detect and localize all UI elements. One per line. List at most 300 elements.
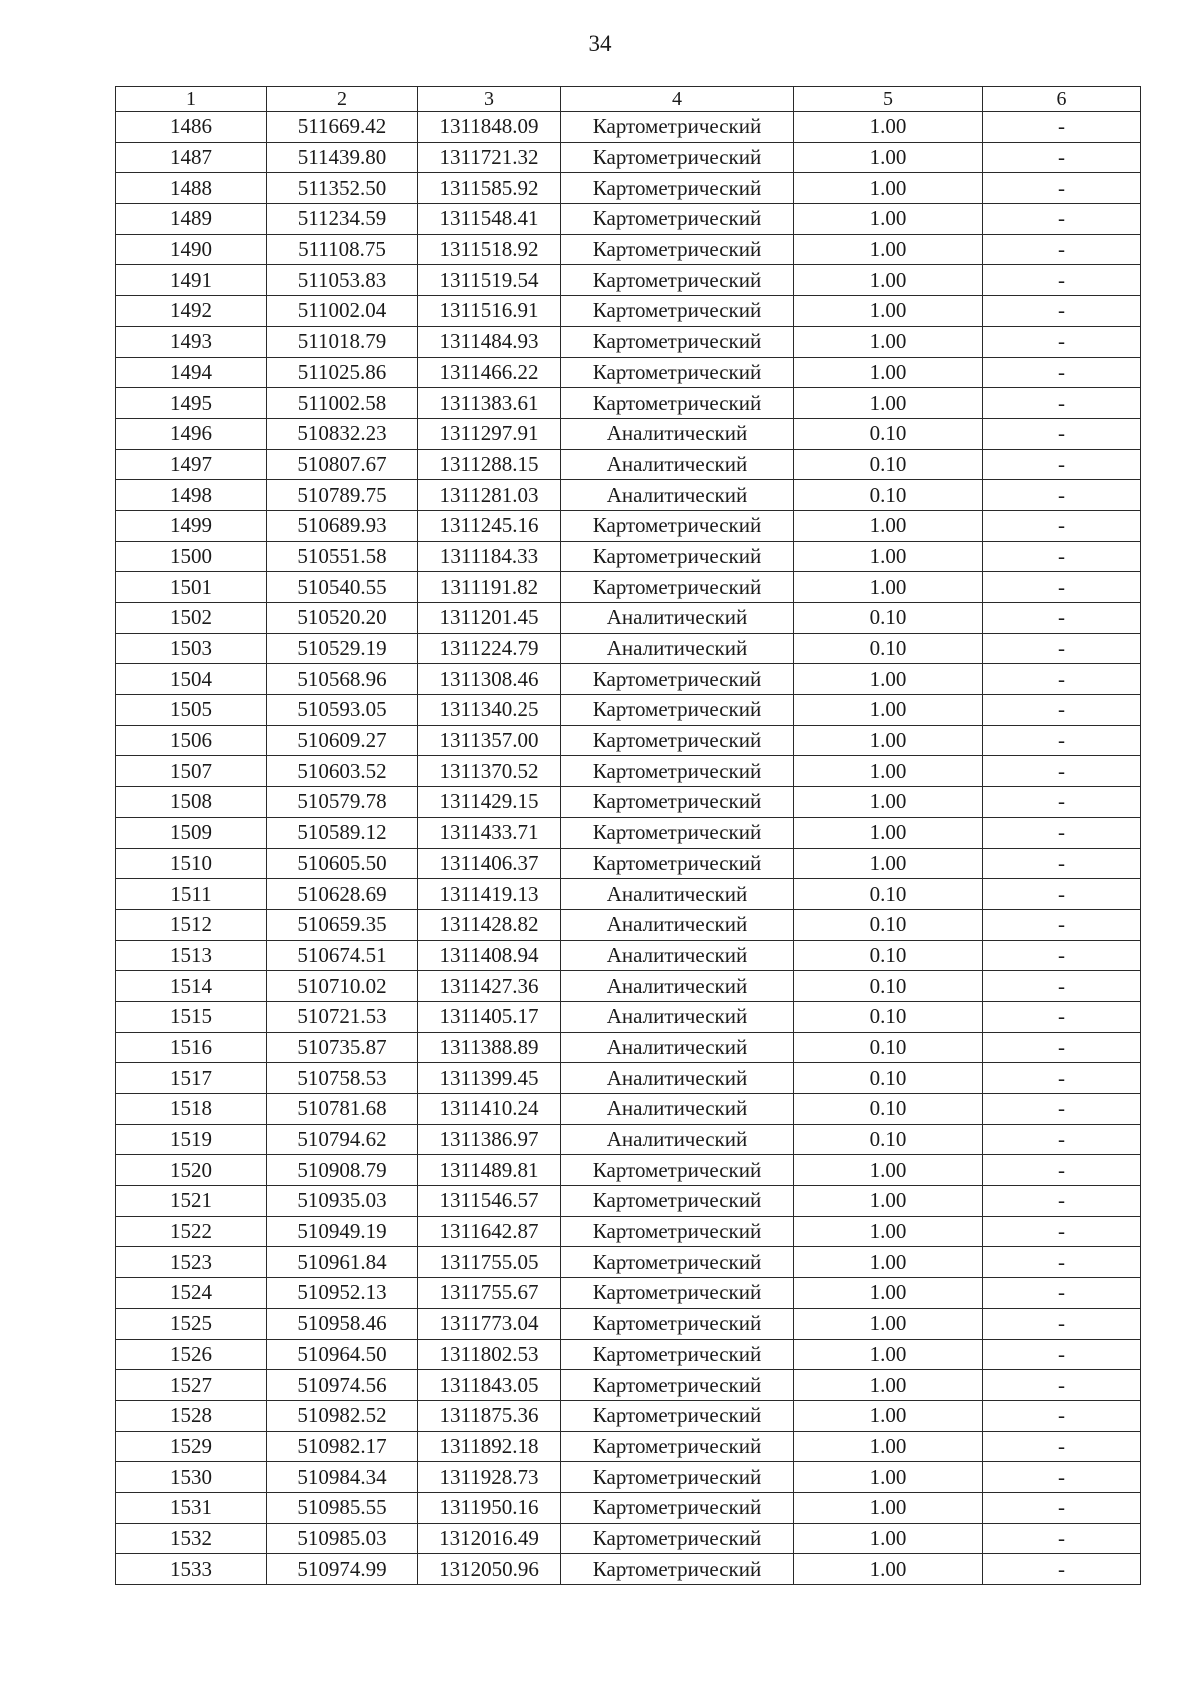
note-cell: - [983,541,1141,572]
y-coordinate-cell: 1311433.71 [418,817,561,848]
accuracy-cell: 0.10 [794,940,983,971]
y-coordinate-cell: 1311297.91 [418,418,561,449]
method-cell: Аналитический [561,1063,794,1094]
method-cell: Картометрический [561,541,794,572]
x-coordinate-cell: 510832.23 [267,418,418,449]
note-cell: - [983,787,1141,818]
note-cell: - [983,817,1141,848]
note-cell: - [983,1032,1141,1063]
point-number-cell: 1533 [116,1554,267,1585]
method-cell: Картометрический [561,1492,794,1523]
x-coordinate-cell: 510589.12 [267,817,418,848]
y-coordinate-cell: 1311548.41 [418,204,561,235]
x-coordinate-cell: 510721.53 [267,1001,418,1032]
y-coordinate-cell: 1311408.94 [418,940,561,971]
accuracy-cell: 1.00 [794,388,983,419]
table-row [116,909,1141,940]
x-coordinate-cell: 510958.46 [267,1308,418,1339]
point-number-cell: 1513 [116,940,267,971]
method-cell: Аналитический [561,879,794,910]
method-cell: Картометрический [561,1400,794,1431]
y-coordinate-cell: 1311388.89 [418,1032,561,1063]
table-row [116,449,1141,480]
point-number-cell: 1523 [116,1247,267,1278]
accuracy-cell: 0.10 [794,1063,983,1094]
column-header: 4 [561,87,794,112]
y-coordinate-cell: 1311755.67 [418,1278,561,1309]
x-coordinate-cell: 510579.78 [267,787,418,818]
note-cell: - [983,480,1141,511]
method-cell: Картометрический [561,695,794,726]
x-coordinate-cell: 510974.56 [267,1370,418,1401]
table-row [116,848,1141,879]
method-cell: Картометрический [561,173,794,204]
method-cell: Картометрический [561,265,794,296]
x-coordinate-cell: 510603.52 [267,756,418,787]
table-row [116,695,1141,726]
note-cell: - [983,204,1141,235]
point-number-cell: 1497 [116,449,267,480]
accuracy-cell: 0.10 [794,971,983,1002]
accuracy-cell: 1.00 [794,1216,983,1247]
table-row [116,1431,1141,1462]
y-coordinate-cell: 1311546.57 [418,1186,561,1217]
x-coordinate-cell: 510710.02 [267,971,418,1002]
table-row [116,1492,1141,1523]
point-number-cell: 1519 [116,1124,267,1155]
note-cell: - [983,1155,1141,1186]
point-number-cell: 1505 [116,695,267,726]
accuracy-cell: 1.00 [794,817,983,848]
point-number-cell: 1522 [116,1216,267,1247]
x-coordinate-cell: 510674.51 [267,940,418,971]
accuracy-cell: 0.10 [794,879,983,910]
method-cell: Картометрический [561,848,794,879]
point-number-cell: 1521 [116,1186,267,1217]
table-row [116,112,1141,143]
accuracy-cell: 1.00 [794,1247,983,1278]
y-coordinate-cell: 1311484.93 [418,326,561,357]
column-header: 5 [794,87,983,112]
note-cell: - [983,1339,1141,1370]
method-cell: Картометрический [561,1216,794,1247]
method-cell: Картометрический [561,142,794,173]
accuracy-cell: 0.10 [794,1124,983,1155]
x-coordinate-cell: 510735.87 [267,1032,418,1063]
table-row [116,1032,1141,1063]
point-number-cell: 1512 [116,909,267,940]
note-cell: - [983,879,1141,910]
point-number-cell: 1491 [116,265,267,296]
note-cell: - [983,572,1141,603]
method-cell: Аналитический [561,971,794,1002]
point-number-cell: 1527 [116,1370,267,1401]
accuracy-cell: 1.00 [794,510,983,541]
method-cell: Аналитический [561,909,794,940]
note-cell: - [983,1370,1141,1401]
accuracy-cell: 0.10 [794,603,983,634]
table-row [116,1462,1141,1493]
point-number-cell: 1507 [116,756,267,787]
y-coordinate-cell: 1311773.04 [418,1308,561,1339]
note-cell: - [983,1523,1141,1554]
accuracy-cell: 1.00 [794,541,983,572]
y-coordinate-cell: 1311224.79 [418,633,561,664]
note-cell: - [983,1400,1141,1431]
point-number-cell: 1502 [116,603,267,634]
note-cell: - [983,1308,1141,1339]
accuracy-cell: 1.00 [794,357,983,388]
y-coordinate-cell: 1311518.92 [418,234,561,265]
y-coordinate-cell: 1311489.81 [418,1155,561,1186]
method-cell: Аналитический [561,1032,794,1063]
table-row [116,879,1141,910]
x-coordinate-cell: 511053.83 [267,265,418,296]
method-cell: Картометрический [561,664,794,695]
y-coordinate-cell: 1311245.16 [418,510,561,541]
y-coordinate-cell: 1311370.52 [418,756,561,787]
table-row [116,1339,1141,1370]
x-coordinate-cell: 510961.84 [267,1247,418,1278]
note-cell: - [983,1431,1141,1462]
accuracy-cell: 1.00 [794,234,983,265]
y-coordinate-cell: 1311892.18 [418,1431,561,1462]
method-cell: Картометрический [561,1308,794,1339]
y-coordinate-cell: 1311642.87 [418,1216,561,1247]
x-coordinate-cell: 511439.80 [267,142,418,173]
table-row [116,756,1141,787]
y-coordinate-cell: 1311755.05 [418,1247,561,1278]
point-number-cell: 1510 [116,848,267,879]
point-number-cell: 1487 [116,142,267,173]
note-cell: - [983,1124,1141,1155]
point-number-cell: 1509 [116,817,267,848]
method-cell: Аналитический [561,940,794,971]
x-coordinate-cell: 510628.69 [267,879,418,910]
x-coordinate-cell: 510964.50 [267,1339,418,1370]
note-cell: - [983,296,1141,327]
point-number-cell: 1516 [116,1032,267,1063]
y-coordinate-cell: 1311410.24 [418,1094,561,1125]
x-coordinate-cell: 510985.03 [267,1523,418,1554]
table-row [116,1063,1141,1094]
accuracy-cell: 1.00 [794,173,983,204]
table-row [116,1186,1141,1217]
method-cell: Картометрический [561,787,794,818]
accuracy-cell: 1.00 [794,756,983,787]
y-coordinate-cell: 1311427.36 [418,971,561,1002]
accuracy-cell: 1.00 [794,848,983,879]
table-row [116,940,1141,971]
y-coordinate-cell: 1311405.17 [418,1001,561,1032]
point-number-cell: 1518 [116,1094,267,1125]
method-cell: Аналитический [561,1124,794,1155]
x-coordinate-cell: 510781.68 [267,1094,418,1125]
note-cell: - [983,756,1141,787]
table-row [116,204,1141,235]
note-cell: - [983,1278,1141,1309]
accuracy-cell: 1.00 [794,1431,983,1462]
method-cell: Картометрический [561,326,794,357]
point-number-cell: 1525 [116,1308,267,1339]
y-coordinate-cell: 1311848.09 [418,112,561,143]
column-header: 2 [267,87,418,112]
note-cell: - [983,633,1141,664]
y-coordinate-cell: 1311399.45 [418,1063,561,1094]
point-number-cell: 1532 [116,1523,267,1554]
y-coordinate-cell: 1312016.49 [418,1523,561,1554]
y-coordinate-cell: 1311802.53 [418,1339,561,1370]
point-number-cell: 1506 [116,725,267,756]
point-number-cell: 1517 [116,1063,267,1094]
x-coordinate-cell: 510551.58 [267,541,418,572]
table-row [116,1523,1141,1554]
accuracy-cell: 0.10 [794,418,983,449]
table-row [116,725,1141,756]
y-coordinate-cell: 1311308.46 [418,664,561,695]
column-header: 3 [418,87,561,112]
accuracy-cell: 0.10 [794,1094,983,1125]
x-coordinate-cell: 511002.04 [267,296,418,327]
x-coordinate-cell: 510985.55 [267,1492,418,1523]
method-cell: Картометрический [561,112,794,143]
x-coordinate-cell: 510982.17 [267,1431,418,1462]
point-number-cell: 1531 [116,1492,267,1523]
method-cell: Картометрический [561,296,794,327]
y-coordinate-cell: 1311191.82 [418,572,561,603]
table-row [116,633,1141,664]
y-coordinate-cell: 1311406.37 [418,848,561,879]
accuracy-cell: 0.10 [794,449,983,480]
note-cell: - [983,265,1141,296]
accuracy-cell: 0.10 [794,909,983,940]
accuracy-cell: 1.00 [794,695,983,726]
table-row [116,1370,1141,1401]
note-cell: - [983,1247,1141,1278]
y-coordinate-cell: 1311928.73 [418,1462,561,1493]
table-row [116,1247,1141,1278]
point-number-cell: 1494 [116,357,267,388]
table-row [116,418,1141,449]
y-coordinate-cell: 1311357.00 [418,725,561,756]
accuracy-cell: 0.10 [794,1001,983,1032]
x-coordinate-cell: 510540.55 [267,572,418,603]
y-coordinate-cell: 1311950.16 [418,1492,561,1523]
y-coordinate-cell: 1311419.13 [418,879,561,910]
accuracy-cell: 1.00 [794,1523,983,1554]
note-cell: - [983,695,1141,726]
point-number-cell: 1489 [116,204,267,235]
x-coordinate-cell: 510949.19 [267,1216,418,1247]
x-coordinate-cell: 510609.27 [267,725,418,756]
point-number-cell: 1501 [116,572,267,603]
method-cell: Аналитический [561,418,794,449]
accuracy-cell: 1.00 [794,1400,983,1431]
note-cell: - [983,112,1141,143]
point-number-cell: 1495 [116,388,267,419]
y-coordinate-cell: 1311288.15 [418,449,561,480]
x-coordinate-cell: 511352.50 [267,173,418,204]
y-coordinate-cell: 1311516.91 [418,296,561,327]
point-number-cell: 1511 [116,879,267,910]
accuracy-cell: 1.00 [794,664,983,695]
accuracy-cell: 1.00 [794,1155,983,1186]
y-coordinate-cell: 1311721.32 [418,142,561,173]
point-number-cell: 1514 [116,971,267,1002]
x-coordinate-cell: 511018.79 [267,326,418,357]
point-number-cell: 1496 [116,418,267,449]
y-coordinate-cell: 1311386.97 [418,1124,561,1155]
table-row [116,817,1141,848]
table-row [116,1554,1141,1585]
accuracy-cell: 1.00 [794,1492,983,1523]
column-header: 6 [983,87,1141,112]
note-cell: - [983,848,1141,879]
method-cell: Картометрический [561,572,794,603]
note-cell: - [983,909,1141,940]
point-number-cell: 1500 [116,541,267,572]
method-cell: Аналитический [561,449,794,480]
point-number-cell: 1515 [116,1001,267,1032]
note-cell: - [983,1462,1141,1493]
y-coordinate-cell: 1311428.82 [418,909,561,940]
x-coordinate-cell: 511234.59 [267,204,418,235]
accuracy-cell: 1.00 [794,1554,983,1585]
table-row [116,1094,1141,1125]
x-coordinate-cell: 511025.86 [267,357,418,388]
x-coordinate-cell: 510935.03 [267,1186,418,1217]
accuracy-cell: 0.10 [794,1032,983,1063]
note-cell: - [983,173,1141,204]
x-coordinate-cell: 511002.58 [267,388,418,419]
point-number-cell: 1493 [116,326,267,357]
y-coordinate-cell: 1312050.96 [418,1554,561,1585]
note-cell: - [983,357,1141,388]
note-cell: - [983,142,1141,173]
x-coordinate-cell: 511669.42 [267,112,418,143]
x-coordinate-cell: 510593.05 [267,695,418,726]
y-coordinate-cell: 1311201.45 [418,603,561,634]
method-cell: Картометрический [561,1431,794,1462]
x-coordinate-cell: 510794.62 [267,1124,418,1155]
y-coordinate-cell: 1311340.25 [418,695,561,726]
table-row [116,787,1141,818]
y-coordinate-cell: 1311519.54 [418,265,561,296]
note-cell: - [983,1186,1141,1217]
table-row [116,265,1141,296]
table-row [116,541,1141,572]
accuracy-cell: 1.00 [794,265,983,296]
note-cell: - [983,1216,1141,1247]
x-coordinate-cell: 510807.67 [267,449,418,480]
table-row [116,1155,1141,1186]
method-cell: Картометрический [561,1523,794,1554]
note-cell: - [983,1554,1141,1585]
accuracy-cell: 1.00 [794,1278,983,1309]
method-cell: Картометрический [561,1370,794,1401]
column-header: 1 [116,87,267,112]
point-number-cell: 1486 [116,112,267,143]
accuracy-cell: 1.00 [794,787,983,818]
table-row [116,173,1141,204]
note-cell: - [983,1001,1141,1032]
table-row [116,357,1141,388]
method-cell: Картометрический [561,1155,794,1186]
method-cell: Аналитический [561,1094,794,1125]
note-cell: - [983,234,1141,265]
table-row [116,572,1141,603]
y-coordinate-cell: 1311585.92 [418,173,561,204]
table-body [116,112,1141,1585]
accuracy-cell: 0.10 [794,633,983,664]
table-row [116,603,1141,634]
header-row [116,87,1141,112]
method-cell: Картометрический [561,357,794,388]
accuracy-cell: 1.00 [794,204,983,235]
method-cell: Аналитический [561,603,794,634]
accuracy-cell: 1.00 [794,326,983,357]
table-row [116,1400,1141,1431]
method-cell: Картометрический [561,1247,794,1278]
point-number-cell: 1488 [116,173,267,204]
note-cell: - [983,510,1141,541]
x-coordinate-cell: 510984.34 [267,1462,418,1493]
note-cell: - [983,326,1141,357]
point-number-cell: 1503 [116,633,267,664]
table-row [116,388,1141,419]
note-cell: - [983,1063,1141,1094]
y-coordinate-cell: 1311466.22 [418,357,561,388]
table-row [116,296,1141,327]
accuracy-cell: 1.00 [794,1339,983,1370]
point-number-cell: 1520 [116,1155,267,1186]
table-row [116,1216,1141,1247]
method-cell: Картометрический [561,1554,794,1585]
method-cell: Картометрический [561,1462,794,1493]
note-cell: - [983,603,1141,634]
y-coordinate-cell: 1311383.61 [418,388,561,419]
method-cell: Картометрический [561,725,794,756]
note-cell: - [983,971,1141,1002]
x-coordinate-cell: 510974.99 [267,1554,418,1585]
x-coordinate-cell: 510908.79 [267,1155,418,1186]
table-row [116,1308,1141,1339]
accuracy-cell: 1.00 [794,725,983,756]
accuracy-cell: 1.00 [794,142,983,173]
accuracy-cell: 1.00 [794,1462,983,1493]
y-coordinate-cell: 1311875.36 [418,1400,561,1431]
accuracy-cell: 1.00 [794,1186,983,1217]
note-cell: - [983,1094,1141,1125]
table-row [116,510,1141,541]
point-number-cell: 1528 [116,1400,267,1431]
point-number-cell: 1530 [116,1462,267,1493]
y-coordinate-cell: 1311429.15 [418,787,561,818]
x-coordinate-cell: 510952.13 [267,1278,418,1309]
table-row [116,1278,1141,1309]
x-coordinate-cell: 510529.19 [267,633,418,664]
y-coordinate-cell: 1311843.05 [418,1370,561,1401]
x-coordinate-cell: 510605.50 [267,848,418,879]
method-cell: Аналитический [561,633,794,664]
table-row [116,234,1141,265]
table-row [116,664,1141,695]
accuracy-cell: 1.00 [794,296,983,327]
x-coordinate-cell: 510789.75 [267,480,418,511]
method-cell: Аналитический [561,480,794,511]
note-cell: - [983,725,1141,756]
method-cell: Картометрический [561,234,794,265]
